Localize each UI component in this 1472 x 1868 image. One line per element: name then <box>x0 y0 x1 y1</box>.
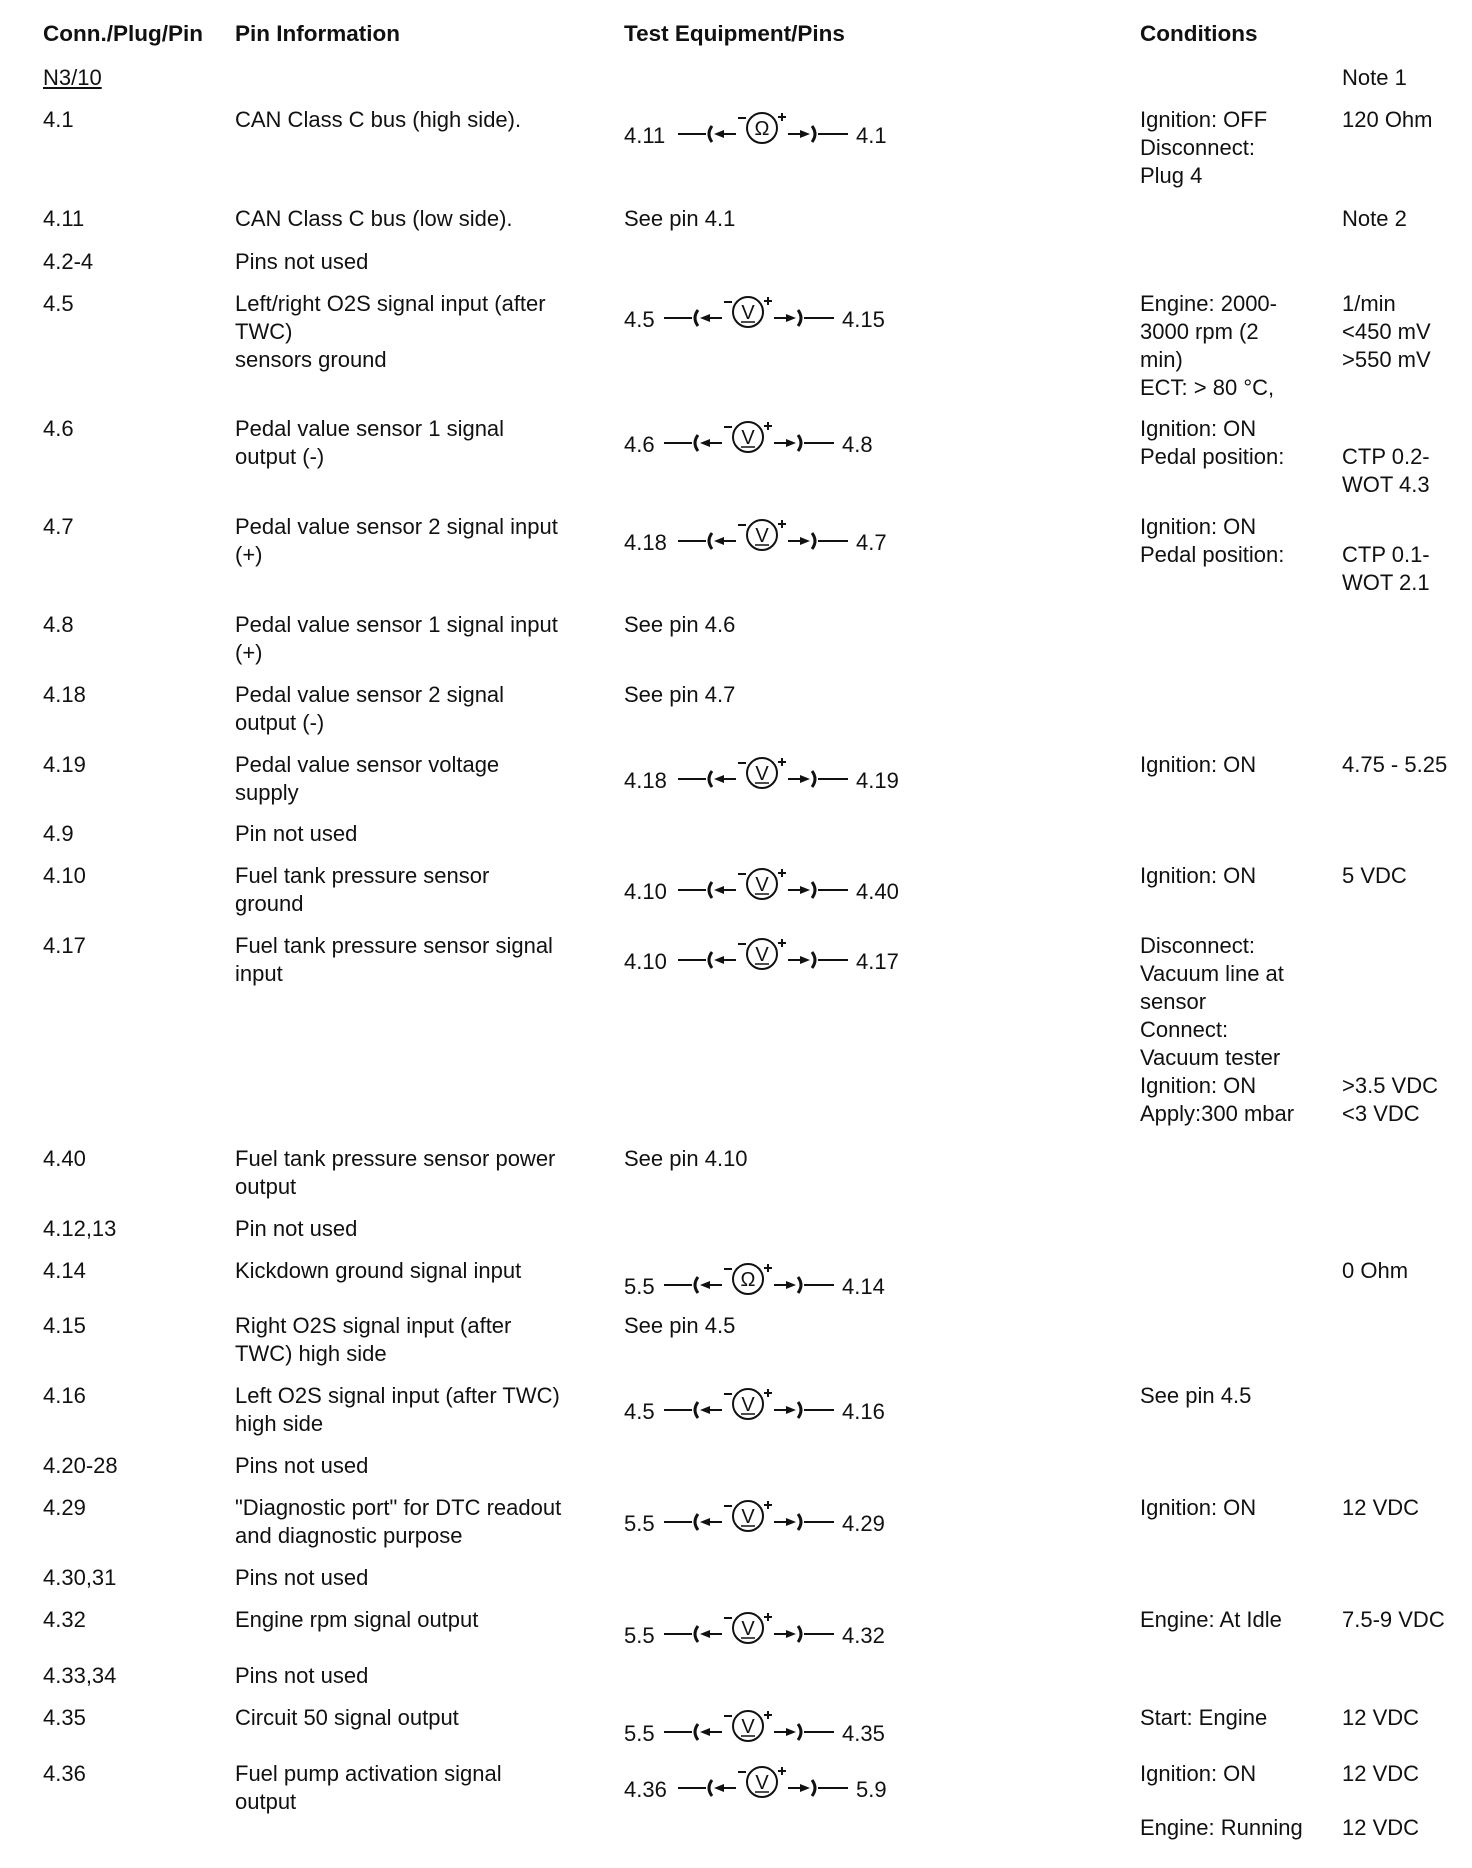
condition-line: Ignition: ON <box>1140 752 1257 777</box>
expected-value <box>1342 932 1452 1128</box>
conditions <box>1140 1704 1340 1732</box>
pin-information <box>235 290 615 374</box>
pin-number: 4.36 <box>43 1761 86 1786</box>
table-row <box>0 205 1472 231</box>
expected-value-line: 7.5-9 VDC <box>1342 1607 1445 1632</box>
expected-value-line: CTP 0.2- <box>1342 444 1430 469</box>
pin-information-line: and diagnostic purpose <box>235 1523 463 1548</box>
condition-line: Disconnect: <box>1140 933 1255 958</box>
svg-text:V: V <box>741 1618 755 1640</box>
pin-number: 4.20-28 <box>43 1453 118 1478</box>
table-row <box>0 611 1472 665</box>
pin-information <box>235 751 615 807</box>
header-pin-information: Pin Information <box>235 21 400 46</box>
pin-information <box>235 1312 615 1368</box>
condition-line: ECT: > 80 °C, <box>1140 375 1275 400</box>
test-pin-from: 4.5 <box>624 1399 655 1424</box>
see-pin-reference: See pin 4.5 <box>624 1313 736 1338</box>
svg-text:Ω: Ω <box>740 1269 756 1291</box>
pin-number: 4.14 <box>43 1258 86 1283</box>
voltmeter-icon <box>664 1382 834 1424</box>
pin-number: 4.30,31 <box>43 1565 117 1590</box>
condition-line: Engine: Running <box>1140 1815 1303 1840</box>
pin-information-line: ground <box>235 891 304 916</box>
condition-line: Ignition: ON <box>1140 416 1257 441</box>
expected-value <box>1342 1704 1452 1732</box>
svg-text:V: V <box>755 525 769 547</box>
pin-information <box>235 1760 615 1816</box>
test-pin-to: 4.35 <box>842 1721 885 1746</box>
table-row <box>0 1257 1472 1299</box>
table-row <box>0 290 1472 400</box>
expected-value-line: 1/min <box>1342 291 1396 316</box>
condition-line: Ignition: ON <box>1140 1073 1257 1098</box>
pin-information: Circuit 50 signal output <box>235 1705 459 1730</box>
pin-information-line: Pedal value sensor voltage <box>235 752 500 777</box>
table-row <box>0 1564 1472 1590</box>
connector-row <box>0 64 1472 90</box>
voltmeter-icon <box>664 415 834 457</box>
expected-value <box>1342 513 1452 597</box>
test-pin-to: 4.8 <box>842 432 873 457</box>
pin-number: 4.1 <box>43 107 74 132</box>
pin-information-line: output (-) <box>235 710 325 735</box>
pin-number: 4.18 <box>43 682 86 707</box>
table-row <box>0 248 1472 274</box>
condition-line: 3000 rpm (2 <box>1140 319 1259 344</box>
voltmeter-icon <box>664 290 834 332</box>
table-row <box>0 1662 1472 1688</box>
voltmeter-icon <box>678 513 848 555</box>
condition-line: Vacuum tester <box>1140 1045 1281 1070</box>
pin-number: 4.9 <box>43 821 74 846</box>
expected-value <box>1342 290 1452 374</box>
pin-information: Pins not used <box>235 1453 369 1478</box>
test-pin-from: 4.36 <box>624 1777 667 1802</box>
expected-value-line: 12 VDC <box>1342 1815 1420 1840</box>
expected-value-line <box>1342 960 1452 988</box>
voltmeter-icon <box>678 751 848 793</box>
test-pin-from: 4.5 <box>624 307 655 332</box>
pin-information-line: output (-) <box>235 444 325 469</box>
pin-number: 4.12,13 <box>43 1216 117 1241</box>
see-pin-reference: See pin 4.1 <box>624 206 736 231</box>
test-pin-to: 4.14 <box>842 1274 885 1299</box>
expected-value <box>1342 1257 1452 1285</box>
conditions <box>1140 1382 1340 1410</box>
pin-information <box>235 415 615 471</box>
conditions <box>1140 513 1340 569</box>
pin-information-line: (+) <box>235 640 263 665</box>
header-conn-plug-pin: Conn./Plug/Pin <box>43 21 203 46</box>
pin-number: 4.35 <box>43 1705 86 1730</box>
pin-information-line: Pedal value sensor 2 signal input <box>235 514 558 539</box>
expected-value <box>1342 1606 1452 1634</box>
pin-information <box>235 1382 615 1438</box>
pin-information <box>235 862 615 918</box>
expected-value-line: 12 VDC <box>1342 1705 1420 1730</box>
expected-value-line <box>1342 1016 1452 1044</box>
pin-information: Engine rpm signal output <box>235 1607 479 1632</box>
pin-information-line: output <box>235 1174 297 1199</box>
connector-label: N3/10 <box>43 65 102 90</box>
pin-information-line: Fuel tank pressure sensor signal <box>235 933 553 958</box>
table-row <box>0 1145 1472 1199</box>
pin-information-line: "Diagnostic port" for DTC readout <box>235 1495 562 1520</box>
table-row <box>0 513 1472 595</box>
pin-number: 4.32 <box>43 1607 86 1632</box>
voltmeter-icon <box>664 1494 834 1536</box>
pin-information-line: Pedal value sensor 2 signal <box>235 682 505 707</box>
ohmmeter-icon <box>664 1257 834 1299</box>
test-pin-to: 4.15 <box>842 307 885 332</box>
expected-value-line: 0 Ohm <box>1342 1258 1409 1283</box>
expected-value <box>1342 1814 1452 1842</box>
expected-value <box>1342 1760 1452 1788</box>
test-pin-to: 4.17 <box>856 949 899 974</box>
svg-text:V: V <box>741 302 755 324</box>
expected-value-line <box>1342 415 1452 443</box>
expected-value-line: 12 VDC <box>1342 1495 1420 1520</box>
condition-line: Start: Engine <box>1140 1705 1268 1730</box>
condition-line: Engine: 2000- <box>1140 291 1277 316</box>
expected-value-line: Note 2 <box>1342 206 1407 231</box>
test-pin-from: 5.5 <box>624 1721 655 1746</box>
ohmmeter-icon <box>678 106 848 148</box>
expected-value <box>1342 415 1452 499</box>
expected-value <box>1342 106 1452 134</box>
voltmeter-icon <box>678 1760 848 1802</box>
svg-text:V: V <box>741 427 755 449</box>
pin-information-line: Pedal value sensor 1 signal input <box>235 612 558 637</box>
pin-information-line: Left/right O2S signal input (after <box>235 291 546 316</box>
svg-text:V: V <box>755 874 769 896</box>
condition-line: Ignition: ON <box>1140 1761 1257 1786</box>
condition-line: Pedal position: <box>1140 444 1285 469</box>
pin-information: Pins not used <box>235 249 369 274</box>
pin-information-line: output <box>235 1789 297 1814</box>
pin-information-line: sensors ground <box>235 347 387 372</box>
test-pin-to: 4.29 <box>842 1511 885 1536</box>
condition-line: sensor <box>1140 989 1207 1014</box>
pin-information-line: supply <box>235 780 299 805</box>
pin-information-line: Pedal value sensor 1 signal <box>235 416 505 441</box>
pin-number: 4.40 <box>43 1146 86 1171</box>
svg-text:Ω: Ω <box>754 118 770 140</box>
test-pin-from: 4.18 <box>624 530 667 555</box>
expected-value-line <box>1342 513 1452 541</box>
pin-number: 4.6 <box>43 416 74 441</box>
table-row <box>0 1606 1472 1648</box>
test-pin-from: 4.10 <box>624 949 667 974</box>
expected-value-line: WOT 4.3 <box>1342 472 1430 497</box>
pin-number: 4.2-4 <box>43 249 94 274</box>
test-pin-to: 4.19 <box>856 768 899 793</box>
expected-value-line: >3.5 VDC <box>1342 1073 1438 1098</box>
expected-value-line <box>1342 932 1452 960</box>
table-row <box>0 751 1472 805</box>
svg-text:V: V <box>755 944 769 966</box>
pin-number: 4.15 <box>43 1313 86 1338</box>
pin-information-line: Right O2S signal input (after <box>235 1313 512 1338</box>
pin-information <box>235 932 615 988</box>
pin-number: 4.29 <box>43 1495 86 1520</box>
pin-information <box>235 1494 615 1550</box>
expected-value-line <box>1342 988 1452 1016</box>
conditions <box>1140 106 1340 190</box>
expected-value-line: WOT 2.1 <box>1342 570 1430 595</box>
pin-number: 4.7 <box>43 514 74 539</box>
condition-line: Pedal position: <box>1140 542 1285 567</box>
test-pin-from: 4.11 <box>624 123 666 148</box>
expected-value-line: >550 mV <box>1342 347 1431 372</box>
conditions <box>1140 751 1340 779</box>
expected-value-line: 5 VDC <box>1342 863 1407 888</box>
svg-text:V: V <box>741 1716 755 1738</box>
connector-note: Note 1 <box>1342 65 1407 90</box>
pin-number: 4.33,34 <box>43 1663 117 1688</box>
svg-text:V: V <box>741 1394 755 1416</box>
pin-information: Pin not used <box>235 821 358 846</box>
condition-line: Apply:300 mbar <box>1140 1101 1295 1126</box>
pin-number: 4.10 <box>43 863 86 888</box>
pin-information-line: Left O2S signal input (after TWC) <box>235 1383 560 1408</box>
expected-value-line: <3 VDC <box>1342 1101 1420 1126</box>
condition-line: Disconnect: <box>1140 135 1255 160</box>
test-pin-to: 5.9 <box>856 1777 887 1802</box>
conditions <box>1140 1606 1340 1634</box>
pin-information: Pins not used <box>235 1663 369 1688</box>
table-row <box>0 1312 1472 1366</box>
table-row <box>0 1704 1472 1746</box>
table-row <box>0 415 1472 497</box>
condition-line: Ignition: ON <box>1140 1495 1257 1520</box>
expected-value <box>1342 751 1452 779</box>
pin-number: 4.5 <box>43 291 74 316</box>
pin-information: Kickdown ground signal input <box>235 1258 522 1283</box>
pin-number: 4.17 <box>43 933 86 958</box>
table-row <box>0 932 1472 1126</box>
table-row <box>0 681 1472 735</box>
expected-value <box>1342 205 1452 233</box>
header-test-equipment: Test Equipment/Pins <box>624 21 845 46</box>
test-pin-from: 5.5 <box>624 1274 655 1299</box>
test-pin-to: 4.7 <box>856 530 887 555</box>
pin-information: CAN Class C bus (high side). <box>235 107 522 132</box>
voltmeter-icon <box>678 932 848 974</box>
condition-line: Connect: <box>1140 1017 1229 1042</box>
pin-information: Pins not used <box>235 1565 369 1590</box>
conditions <box>1140 1760 1340 1788</box>
svg-text:V: V <box>741 1506 755 1528</box>
expected-value-line: 12 VDC <box>1342 1761 1420 1786</box>
voltmeter-icon <box>678 862 848 904</box>
expected-value-line: <450 mV <box>1342 319 1431 344</box>
table-row <box>0 106 1472 188</box>
test-pin-from: 4.6 <box>624 432 655 457</box>
pin-information-line: high side <box>235 1411 324 1436</box>
table-row <box>0 1814 1472 1840</box>
pin-information <box>235 611 615 667</box>
test-pin-to: 4.32 <box>842 1623 885 1648</box>
pin-information-line: (+) <box>235 542 263 567</box>
test-pin-from: 4.10 <box>624 879 667 904</box>
voltmeter-icon <box>664 1704 834 1746</box>
pin-number: 4.19 <box>43 752 86 777</box>
pin-information-line: input <box>235 961 283 986</box>
condition-line: Plug 4 <box>1140 163 1203 188</box>
conditions <box>1140 290 1340 402</box>
test-pin-to: 4.16 <box>842 1399 885 1424</box>
header-conditions: Conditions <box>1140 21 1258 46</box>
pin-information <box>235 681 615 737</box>
pin-information-line: Fuel pump activation signal <box>235 1761 502 1786</box>
condition-line: Vacuum line at <box>1140 961 1284 986</box>
pin-information-line: TWC) <box>235 319 293 344</box>
expected-value <box>1342 1494 1452 1522</box>
pin-information: CAN Class C bus (low side). <box>235 206 513 231</box>
conditions <box>1140 1814 1340 1842</box>
table-row <box>0 1494 1472 1548</box>
expected-value-line <box>1342 1044 1452 1072</box>
see-pin-reference: See pin 4.7 <box>624 682 736 707</box>
see-pin-reference: See pin 4.6 <box>624 612 736 637</box>
test-pin-from: 4.18 <box>624 768 667 793</box>
see-pin-reference: See pin 4.10 <box>624 1146 748 1171</box>
test-pin-to: 4.1 <box>856 123 887 148</box>
pin-information <box>235 1145 615 1201</box>
svg-text:V: V <box>755 763 769 785</box>
condition-line: Ignition: OFF <box>1140 107 1268 132</box>
expected-value-line: 4.75 - 5.25 <box>1342 752 1448 777</box>
table-row <box>0 862 1472 916</box>
voltmeter-icon <box>664 1606 834 1648</box>
conditions <box>1140 932 1340 1128</box>
pin-number: 4.8 <box>43 612 74 637</box>
condition-line: Engine: At Idle <box>1140 1607 1282 1632</box>
conditions <box>1140 862 1340 890</box>
pin-number: 4.16 <box>43 1383 86 1408</box>
table-row <box>0 1760 1472 1814</box>
table-row <box>0 1452 1472 1478</box>
condition-line: Ignition: ON <box>1140 863 1257 888</box>
expected-value-line: 120 Ohm <box>1342 107 1433 132</box>
condition-line: min) <box>1140 347 1183 372</box>
table-row <box>0 820 1472 846</box>
pin-information-line: Fuel tank pressure sensor <box>235 863 490 888</box>
pin-information <box>235 513 615 569</box>
test-pin-to: 4.40 <box>856 879 899 904</box>
table-row <box>0 1215 1472 1241</box>
condition-line: See pin 4.5 <box>1140 1383 1252 1408</box>
expected-value-line: CTP 0.1- <box>1342 542 1430 567</box>
pin-information: Pin not used <box>235 1216 358 1241</box>
expected-value <box>1342 862 1452 890</box>
table-row <box>0 1382 1472 1436</box>
test-pin-from: 5.5 <box>624 1511 655 1536</box>
condition-line: Ignition: ON <box>1140 514 1257 539</box>
test-pin-from: 5.5 <box>624 1623 655 1648</box>
pin-information-line: Fuel tank pressure sensor power <box>235 1146 556 1171</box>
pin-number: 4.11 <box>43 206 85 231</box>
pin-information-line: TWC) high side <box>235 1341 387 1366</box>
conditions <box>1140 1494 1340 1522</box>
conditions <box>1140 415 1340 471</box>
svg-text:V: V <box>755 1772 769 1794</box>
